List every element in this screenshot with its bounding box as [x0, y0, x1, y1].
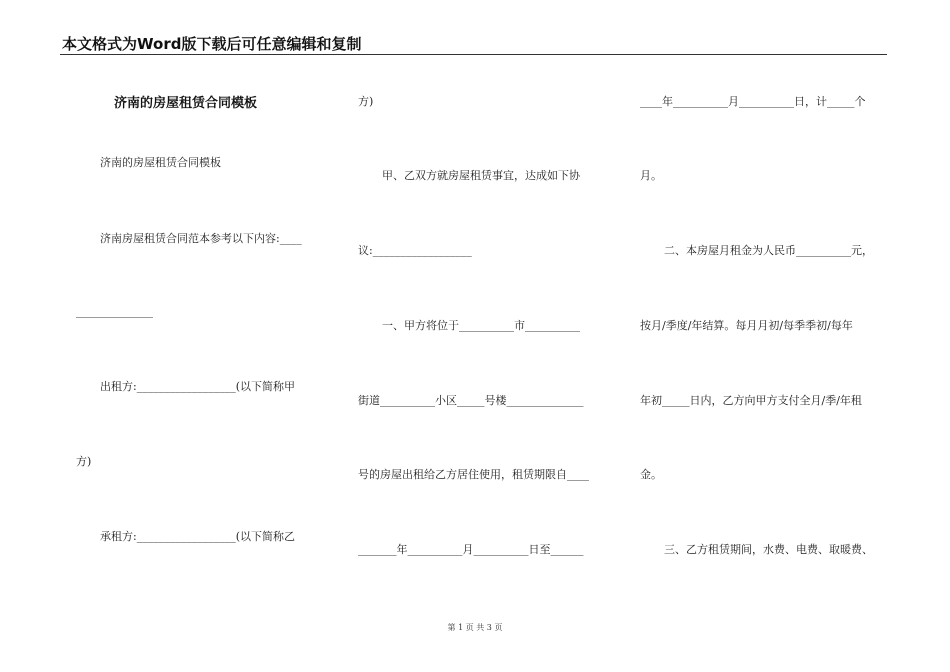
header-divider [60, 54, 887, 55]
page-footer: 第 1 页 共 3 页 [447, 623, 503, 632]
col3-line-7: 三、乙方租赁期间，水费、电费、取暖费、 [664, 543, 873, 556]
col1-line-4: 出租方:__________________(以下简称甲 [100, 380, 295, 393]
col3-line-5: 年初_____日内，乙方向甲方支付全月/季/年租 [640, 394, 862, 407]
col1-line-2: 济南房屋租赁合同范本参考以下内容:____ [100, 232, 302, 245]
col1-line-5: 方) [76, 455, 92, 468]
col3-line-3: 二、本房屋月租金为人民币__________元， [664, 244, 873, 257]
col1-line-1: 济南的房屋租赁合同模板 [100, 156, 221, 169]
col3-line-6: 金。 [640, 468, 662, 481]
col3-line-2: 月。 [640, 169, 662, 182]
header-title: 本文格式为Word版下载后可任意编辑和复制 [62, 35, 362, 53]
col2-line-4: 一、甲方将位于__________市__________ [382, 319, 580, 332]
col2-line-6: 号的房屋出租给乙方居住使用，租赁期限自____ [358, 468, 589, 481]
col2-line-7: _______年__________月__________日至______ [358, 543, 584, 556]
col3-line-4: 按月/季度/年结算。每月月初/每季季初/每年 [640, 319, 853, 332]
document-title: 济南的房屋租赁合同模板 [114, 96, 258, 111]
col1-line-6: 承租方:__________________(以下简称乙 [100, 530, 295, 543]
col2-line-3: 议:__________________ [358, 244, 472, 257]
col1-line-3: ______________ [76, 305, 153, 318]
col3-line-1: ____年__________月__________日，计_____个 [640, 95, 866, 108]
col2-line-5: 街道__________小区_____号楼______________ [358, 394, 584, 407]
col2-line-1: 方) [358, 95, 374, 108]
col2-line-2: 甲、乙双方就房屋租赁事宜，达成如下协 [382, 169, 580, 182]
